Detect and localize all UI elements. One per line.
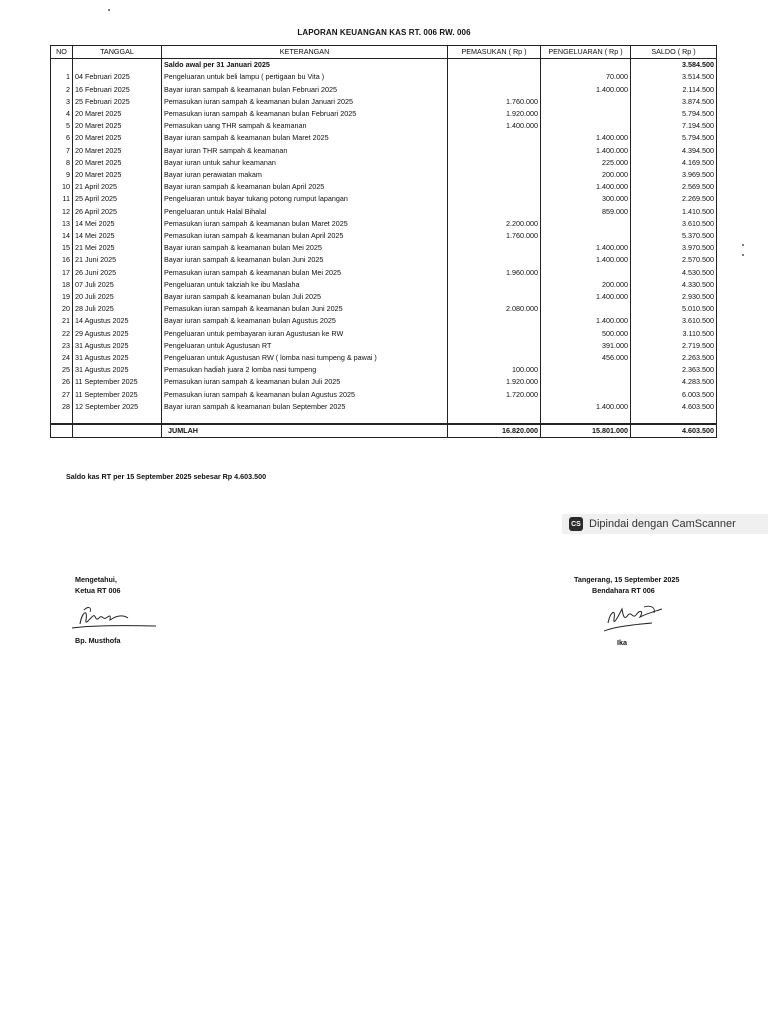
row-date: 26 Juni 2025 [73,267,162,279]
header-row [51,46,717,59]
row-date: 26 April 2025 [73,206,162,218]
row-date: 25 Februari 2025 [73,96,162,108]
col-header-expense: PENGELUARAN ( Rp ) [541,46,631,59]
table-row [51,389,717,401]
row-date: 28 Juli 2025 [73,303,162,315]
opening-date [73,59,162,72]
table-row [51,71,717,83]
row-expense [541,108,631,120]
row-balance: 3.610.500 [631,218,717,230]
row-balance: 4.283.500 [631,376,717,388]
spacer-cell [162,413,448,424]
scan-speck [108,9,110,11]
table-row [51,279,717,291]
treasurer-name: Ika [617,638,627,647]
row-description: Pemasukan iuran sampah & keamanan bulan Maret 2025 [162,218,448,230]
row-expense: 70.000 [541,71,631,83]
row-balance: 5.370.500 [631,230,717,242]
row-income [448,132,541,144]
row-description: Pengeluaran untuk beli lampu ( pertigaan bu Vita ) [162,71,448,83]
signature-block-chairman [75,574,121,596]
ledger-body [51,59,717,424]
closing-balance-note: Saldo kas RT per 15 September 2025 sebesar Rp 4.603.500 [66,472,267,481]
row-expense [541,120,631,132]
table-row [51,84,717,96]
table-row [51,218,717,230]
total-income: 16.820.000 [448,424,541,438]
row-expense: 1.400.000 [541,84,631,96]
table-row [51,328,717,340]
row-no: 1 [51,71,73,83]
row-description: Pengeluaran untuk pembayaran iuran Agustusan ke RW [162,328,448,340]
camscanner-watermark [562,514,768,534]
row-description: Pemasukan iuran sampah & keamanan bulan April 2025 [162,230,448,242]
row-date: 14 Mei 2025 [73,230,162,242]
row-date: 07 Juli 2025 [73,279,162,291]
row-description: Pengeluaran untuk takziah ke ibu Maslaha [162,279,448,291]
row-income [448,193,541,205]
row-income [448,401,541,413]
row-balance: 2.719.500 [631,340,717,352]
row-income: 1.960.000 [448,267,541,279]
opening-balance: 3.584.500 [631,59,717,72]
row-description: Pemasukan iuran sampah & keamanan bulan Januari 2025 [162,96,448,108]
row-expense: 200.000 [541,279,631,291]
row-description: Bayar iuran perawatan makam [162,169,448,181]
spacer-cell [73,413,162,424]
row-description: Pengeluaran untuk Halal Bihalal [162,206,448,218]
row-no: 25 [51,364,73,376]
row-no: 13 [51,218,73,230]
signature-block-treasurer [574,574,679,596]
row-date: 20 Maret 2025 [73,145,162,157]
row-balance: 4.169.500 [631,157,717,169]
table-row [51,340,717,352]
row-expense: 1.400.000 [541,132,631,144]
row-balance: 3.874.500 [631,96,717,108]
row-balance: 5.794.500 [631,108,717,120]
row-expense: 859.000 [541,206,631,218]
row-expense: 1.400.000 [541,401,631,413]
row-income: 1.720.000 [448,389,541,401]
report-title: LAPORAN KEUANGAN KAS RT. 006 RW. 006 [297,28,471,37]
row-income: 2.080.000 [448,303,541,315]
table-row [51,364,717,376]
row-income: 1.920.000 [448,108,541,120]
row-balance: 6.003.500 [631,389,717,401]
table-row [51,267,717,279]
row-no: 28 [51,401,73,413]
table-row [51,376,717,388]
total-no [51,424,73,438]
row-description: Bayar iuran sampah & keamanan bulan Maret 2025 [162,132,448,144]
row-income [448,71,541,83]
table-row [51,206,717,218]
row-expense [541,218,631,230]
row-balance: 7.194.500 [631,120,717,132]
row-description: Pemasukan iuran sampah & keamanan bulan Mei 2025 [162,267,448,279]
row-description: Pengeluaran untuk bayar tukang potong rumput lapangan [162,193,448,205]
row-balance: 3.514.500 [631,71,717,83]
scan-speck [742,244,744,246]
row-expense: 500.000 [541,328,631,340]
table-row [51,169,717,181]
row-income [448,328,541,340]
total-balance: 4.603.500 [631,424,717,438]
row-description: Pengeluaran untuk Agustusan RT [162,340,448,352]
row-date: 25 April 2025 [73,193,162,205]
table-row [51,230,717,242]
row-date: 31 Agustus 2025 [73,352,162,364]
table-row [51,157,717,169]
row-balance: 2.930.500 [631,291,717,303]
table-row [51,120,717,132]
row-expense [541,389,631,401]
table-row [51,181,717,193]
row-date: 11 September 2025 [73,376,162,388]
row-no: 23 [51,340,73,352]
row-expense [541,96,631,108]
row-income [448,352,541,364]
row-income [448,340,541,352]
table-row [51,254,717,266]
row-description: Bayar iuran sampah & keamanan bulan Juli 2025 [162,291,448,303]
row-no: 2 [51,84,73,96]
row-income: 1.760.000 [448,230,541,242]
row-expense: 1.400.000 [541,242,631,254]
row-no: 26 [51,376,73,388]
row-income [448,291,541,303]
row-expense: 1.400.000 [541,145,631,157]
row-description: Bayar iuran sampah & keamanan bulan Juni 2025 [162,254,448,266]
table-row [51,315,717,327]
spacer-cell [631,413,717,424]
row-date: 29 Agustus 2025 [73,328,162,340]
place-date: Tangerang, 15 September 2025 [574,575,680,584]
row-income [448,145,541,157]
scan-speck [742,254,744,256]
row-no: 10 [51,181,73,193]
row-description: Bayar iuran untuk sahur keamanan [162,157,448,169]
treasurer-title: Bendahara RT 006 [592,586,655,595]
row-no: 21 [51,315,73,327]
row-balance: 2.570.500 [631,254,717,266]
row-balance: 2.114.500 [631,84,717,96]
total-date [73,424,162,438]
row-income [448,315,541,327]
row-date: 16 Februari 2025 [73,84,162,96]
row-income [448,279,541,291]
row-no: 5 [51,120,73,132]
row-date: 14 Mei 2025 [73,218,162,230]
row-description: Pemasukan iuran sampah & keamanan bulan Agustus 2025 [162,389,448,401]
row-expense: 1.400.000 [541,315,631,327]
col-header-no: NO [51,46,73,59]
camscanner-logo-icon: CS [569,517,583,531]
row-balance: 3.610.500 [631,315,717,327]
row-date: 20 Maret 2025 [73,132,162,144]
row-balance: 4.394.500 [631,145,717,157]
chairman-name: Bp. Musthofa [75,636,121,645]
row-expense [541,267,631,279]
row-expense [541,230,631,242]
row-date: 31 Agustus 2025 [73,340,162,352]
row-description: Pengeluaran untuk Agustusan RW ( lomba nasi tumpeng & pawai ) [162,352,448,364]
table-row [51,303,717,315]
row-expense: 300.000 [541,193,631,205]
row-expense: 200.000 [541,169,631,181]
row-expense [541,376,631,388]
row-balance: 4.603.500 [631,401,717,413]
row-income [448,84,541,96]
row-no: 9 [51,169,73,181]
col-header-date: TANGGAL [73,46,162,59]
row-income [448,254,541,266]
row-no: 20 [51,303,73,315]
opening-no [51,59,73,72]
row-description: Bayar iuran sampah & keamanan bulan Mei 2025 [162,242,448,254]
row-description: Pemasukan uang THR sampah & keamanan [162,120,448,132]
chairman-title: Ketua RT 006 [75,586,121,595]
chairman-signature [66,604,162,634]
row-expense: 1.400.000 [541,254,631,266]
row-income [448,242,541,254]
row-no: 7 [51,145,73,157]
col-header-description: KETERANGAN [162,46,448,59]
opening-expense [541,59,631,72]
col-header-income: PEMASUKAN ( Rp ) [448,46,541,59]
row-balance: 3.970.500 [631,242,717,254]
treasurer-signature [600,601,668,637]
row-balance: 1.410.500 [631,206,717,218]
row-no: 12 [51,206,73,218]
row-balance: 3.969.500 [631,169,717,181]
table-row [51,132,717,144]
row-no: 14 [51,230,73,242]
row-expense: 456.000 [541,352,631,364]
row-balance: 2.269.500 [631,193,717,205]
row-income [448,181,541,193]
row-no: 18 [51,279,73,291]
row-date: 14 Agustus 2025 [73,315,162,327]
row-date: 20 Maret 2025 [73,108,162,120]
row-no: 8 [51,157,73,169]
row-no: 6 [51,132,73,144]
row-date: 11 September 2025 [73,389,162,401]
ledger-header [51,46,717,59]
row-date: 04 Februari 2025 [73,71,162,83]
table-row [51,193,717,205]
row-no: 16 [51,254,73,266]
row-date: 12 September 2025 [73,401,162,413]
row-balance: 2.363.500 [631,364,717,376]
row-no: 17 [51,267,73,279]
row-description: Bayar iuran sampah & keamanan bulan Agustus 2025 [162,315,448,327]
row-date: 31 Agustus 2025 [73,364,162,376]
table-row [51,96,717,108]
opening-description: Saldo awal per 31 Januari 2025 [162,59,448,72]
spacer-cell [448,413,541,424]
row-description: Bayar iuran sampah & keamanan bulan April 2025 [162,181,448,193]
row-date: 21 Mei 2025 [73,242,162,254]
table-row [51,242,717,254]
row-expense [541,364,631,376]
table-row [51,145,717,157]
acknowledged-label: Mengetahui, [75,575,117,584]
camscanner-text: Dipindai dengan CamScanner [589,518,736,530]
row-balance: 5.010.500 [631,303,717,315]
table-row [51,401,717,413]
row-income [448,169,541,181]
row-description: Pemasukan iuran sampah & keamanan bulan Juli 2025 [162,376,448,388]
row-balance: 4.530.500 [631,267,717,279]
row-date: 20 Maret 2025 [73,169,162,181]
row-description: Bayar iuran sampah & keamanan bulan Februari 2025 [162,84,448,96]
row-income: 1.400.000 [448,120,541,132]
row-date: 20 Maret 2025 [73,120,162,132]
row-income [448,157,541,169]
row-expense: 1.400.000 [541,291,631,303]
row-expense: 1.400.000 [541,181,631,193]
ledger-footer [51,424,717,438]
row-balance: 2.263.500 [631,352,717,364]
spacer-cell [51,413,73,424]
row-no: 4 [51,108,73,120]
row-description: Bayar iuran sampah & keamanan bulan September 2025 [162,401,448,413]
row-no: 3 [51,96,73,108]
opening-income [448,59,541,72]
row-description: Bayar iuran THR sampah & keamanan [162,145,448,157]
row-date: 20 Juli 2025 [73,291,162,303]
row-income: 1.920.000 [448,376,541,388]
row-income: 2.200.000 [448,218,541,230]
row-no: 15 [51,242,73,254]
row-no: 19 [51,291,73,303]
row-description: Pemasukan hadiah juara 2 lomba nasi tumpeng [162,364,448,376]
row-no: 11 [51,193,73,205]
opening-balance-row [51,59,717,72]
row-income: 1.760.000 [448,96,541,108]
ledger-table [50,45,717,438]
row-no: 24 [51,352,73,364]
total-label: JUMLAH [162,424,448,438]
row-date: 20 Maret 2025 [73,157,162,169]
table-row [51,352,717,364]
row-no: 27 [51,389,73,401]
table-row [51,291,717,303]
row-date: 21 April 2025 [73,181,162,193]
col-header-balance: SALDO ( Rp ) [631,46,717,59]
spacer-row [51,413,717,424]
row-description: Pemasukan iuran sampah & keamanan bulan Juni 2025 [162,303,448,315]
row-balance: 5.794.500 [631,132,717,144]
total-row [51,424,717,438]
table-row [51,108,717,120]
row-balance: 2.569.500 [631,181,717,193]
row-expense: 225.000 [541,157,631,169]
row-expense: 391.000 [541,340,631,352]
row-balance: 3.110.500 [631,328,717,340]
spacer-cell [541,413,631,424]
row-balance: 4.330.500 [631,279,717,291]
row-income: 100.000 [448,364,541,376]
total-expense: 15.801.000 [541,424,631,438]
row-no: 22 [51,328,73,340]
row-income [448,206,541,218]
row-expense [541,303,631,315]
row-description: Pemasukan iuran sampah & keamanan bulan Februari 2025 [162,108,448,120]
row-date: 21 Juni 2025 [73,254,162,266]
